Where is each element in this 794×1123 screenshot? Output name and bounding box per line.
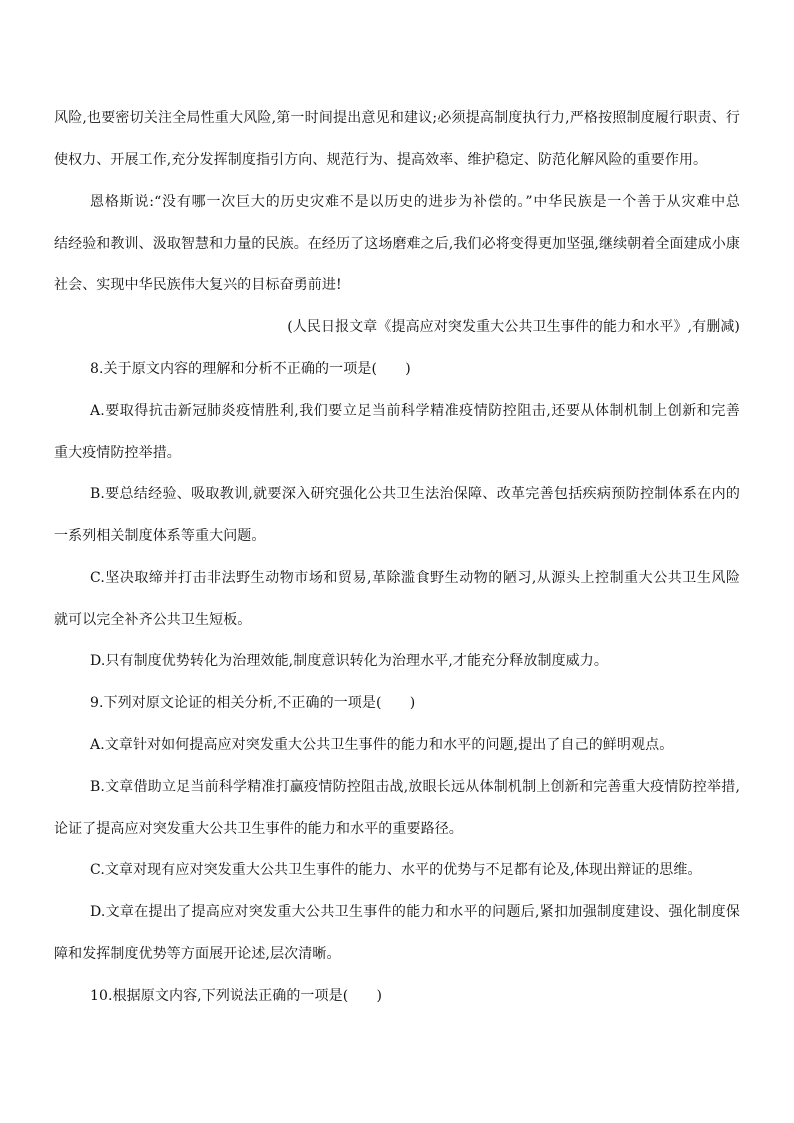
question-8-stem: 8.关于原文内容的理解和分析不正确的一项是( ) — [90, 361, 411, 377]
passage-paragraph-2-line-2: 结经验和教训、汲取智慧和力量的民族。在经历了这场磨难之后,我们必将变得更加坚强,继续朝着全面建成小康 — [54, 236, 740, 252]
passage-paragraph-2-line-1: 恩格斯说:“没有哪一次巨大的历史灾难不是以历史的进步为补偿的。”中华民族是一个善于从灾难中总 — [90, 194, 740, 210]
question-8-option-d: D.只有制度优势转化为治理效能,制度意识转化为治理水平,才能充分释放制度威力。 — [90, 653, 608, 669]
question-9-option-c: C.文章对现有应对突发重大公共卫生事件的能力、水平的优势与不足都有论及,体现出辩证的思维。 — [90, 862, 702, 878]
question-9-option-d-line-1: D.文章在提出了提高应对突发重大公共卫生事件的能力和水平的问题后,紧扣加强制度建设、强化制度保 — [90, 904, 740, 920]
question-9-stem: 9.下列对原文论证的相关分析,不正确的一项是( ) — [90, 695, 416, 711]
question-10-stem: 10.根据原文内容,下列说法正确的一项是( ) — [90, 988, 383, 1004]
question-8-option-a-line-1: A.要取得抗击新冠肺炎疫情胜利,我们要立足当前科学精准疫情防控阻击,还要从体制机制上创新和完善 — [90, 403, 740, 419]
passage-paragraph-1-line-1: 风险,也要密切关注全局性重大风险,第一时间提出意见和建议;必须提高制度执行力,严格按照制度履行职责、行 — [54, 110, 740, 126]
question-8-option-c-line-2: 就可以完全补齐公共卫生短板。 — [54, 612, 252, 628]
passage-paragraph-1-line-2: 使权力、开展工作,充分发挥制度指引方向、规范行为、提高效率、维护稳定、防范化解风险的重要作用。 — [54, 152, 708, 168]
question-9-option-b-line-2: 论证了提高应对突发重大公共卫生事件的能力和水平的重要路径。 — [54, 821, 463, 837]
question-9-option-b-line-1: B.文章借助立足当前科学精准打赢疫情防控阻击战,放眼长远从体制机制上创新和完善重大疫情防控举措, — [90, 779, 740, 795]
passage-paragraph-2-line-3: 社会、实现中华民族伟大复兴的目标奋勇前进! — [54, 277, 342, 293]
question-8-option-b-line-1: B.要总结经验、吸取教训,就要深入研究强化公共卫生法治保障、改革完善包括疾病预防控制体系在内的 — [90, 486, 740, 502]
source-citation: (人民日报文章《提高应对突发重大公共卫生事件的能力和水平》,有删减) — [287, 319, 740, 335]
question-8-option-b-line-2: 一系列相关制度体系等重大问题。 — [54, 528, 266, 544]
question-9-option-d-line-2: 障和发挥制度优势等方面展开论述,层次清晰。 — [54, 946, 341, 962]
question-9-option-a: A.文章针对如何提高应对突发重大公共卫生事件的能力和水平的问题,提出了自己的鲜明观点。 — [90, 737, 674, 753]
question-8-option-c-line-1: C.坚决取缔并打击非法野生动物市场和贸易,革除滥食野生动物的陋习,从源头上控制重大公共卫生风险 — [90, 570, 740, 586]
question-8-option-a-line-2: 重大疫情防控举措。 — [54, 445, 181, 461]
